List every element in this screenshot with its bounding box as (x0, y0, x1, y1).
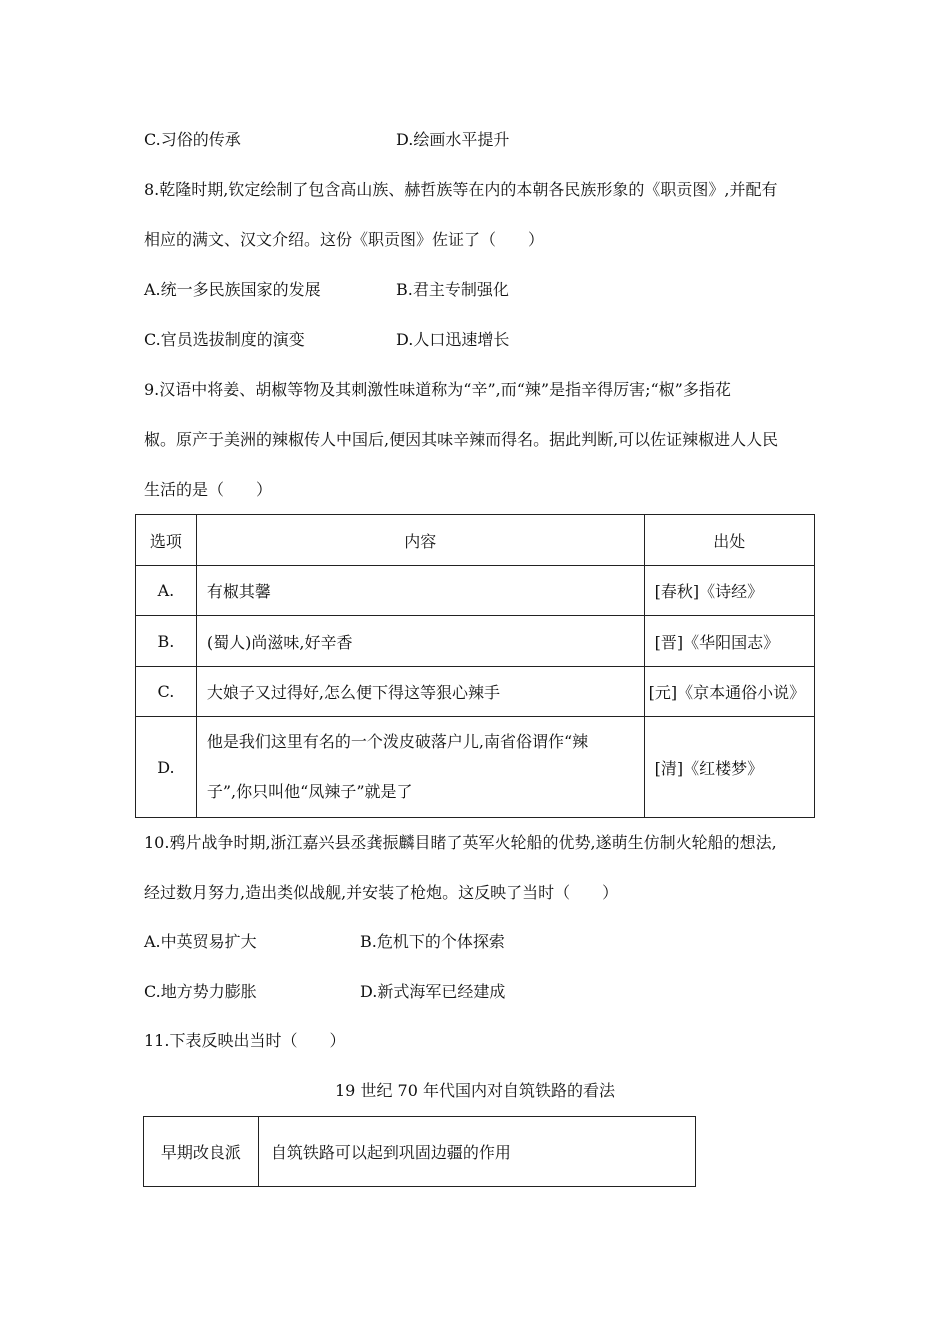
q9-stem-line-3: 生活的是（ ） (144, 480, 273, 499)
header-option: 选项 (136, 515, 197, 566)
row-content-line-2: 子”,你只叫他“凤辣子”就是了 (206, 782, 413, 801)
q9-stem-line-2: 椒。原产于美洲的辣椒传人中国后,便因其味辛辣而得名。据此判断,可以佐证辣椒进人人民 (144, 430, 779, 449)
q8-stem-line-2: 相应的满文、汉文介绍。这份《职贡图》佐证了（ ） (144, 230, 545, 249)
row-source: [元]《京本通俗小说》 (644, 667, 814, 717)
row-source: [春秋]《诗经》 (644, 566, 814, 616)
q8-option-a: A.统一多民族国家的发展 (144, 280, 321, 299)
q11-stem: 11.下表反映出当时（ ） (144, 1031, 346, 1050)
q10-stem-line-2: 经过数月努力,造出类似战舰,并安装了枪炮。这反映了当时（ ） (144, 883, 619, 902)
row-option: D. (136, 717, 197, 818)
q11-views-table (143, 1116, 696, 1187)
header-source: 出处 (644, 515, 814, 566)
table-header-row (136, 515, 815, 566)
q8-option-c: C.官员选拔制度的演变 (144, 330, 305, 349)
row-content (196, 717, 644, 818)
table-row (144, 1117, 696, 1187)
q10-stem-line-1: 10.鸦片战争时期,浙江嘉兴县丞龚振麟目睹了英军火轮船的优势,遂萌生仿制火轮船的想法, (144, 833, 777, 852)
row-option: B. (136, 616, 197, 667)
q11-table-title: 19 世纪 70 年代国内对自筑铁路的看法 (335, 1081, 615, 1100)
q8-option-d: D.人口迅速增长 (396, 330, 510, 349)
q10-option-b: B.危机下的个体探索 (360, 932, 505, 951)
table-row (136, 566, 815, 616)
header-content: 内容 (196, 515, 644, 566)
q9-stem-line-1: 9.汉语中将姜、胡椒等物及其刺激性味道称为“辛”,而“辣”是指辛得厉害;“椒”多指花 (144, 380, 731, 399)
q10-option-a: A.中英贸易扩大 (144, 932, 257, 951)
row-option: A. (136, 566, 197, 616)
q9-sources-table (135, 514, 815, 818)
q7-option-c: C.习俗的传承 (144, 130, 241, 149)
q8-option-b: B.君主专制强化 (396, 280, 509, 299)
row-source: [清]《红楼梦》 (644, 717, 814, 818)
table-row (136, 717, 815, 818)
row-content: (蜀人)尚滋味,好辛香 (196, 616, 644, 667)
q10-option-c: C.地方势力膨胀 (144, 982, 257, 1001)
q10-option-d: D.新式海军已经建成 (360, 982, 506, 1001)
row-content: 大娘子又过得好,怎么便下得这等狠心辣手 (196, 667, 644, 717)
table-row (136, 667, 815, 717)
row-view: 自筑铁路可以起到巩固边疆的作用 (258, 1117, 695, 1187)
row-source: [晋]《华阳国志》 (644, 616, 814, 667)
q7-option-d: D.绘画水平提升 (396, 130, 510, 149)
row-content-line-1: 他是我们这里有名的一个泼皮破落户儿,南省俗谓作“辣 (206, 732, 589, 751)
row-option: C. (136, 667, 197, 717)
q8-stem-line-1: 8.乾隆时期,钦定绘制了包含高山族、赫哲族等在内的本朝各民族形象的《职贡图》,并配有 (144, 180, 778, 199)
row-content: 有椒其馨 (196, 566, 644, 616)
row-group: 早期改良派 (144, 1117, 259, 1187)
table-row (136, 616, 815, 667)
